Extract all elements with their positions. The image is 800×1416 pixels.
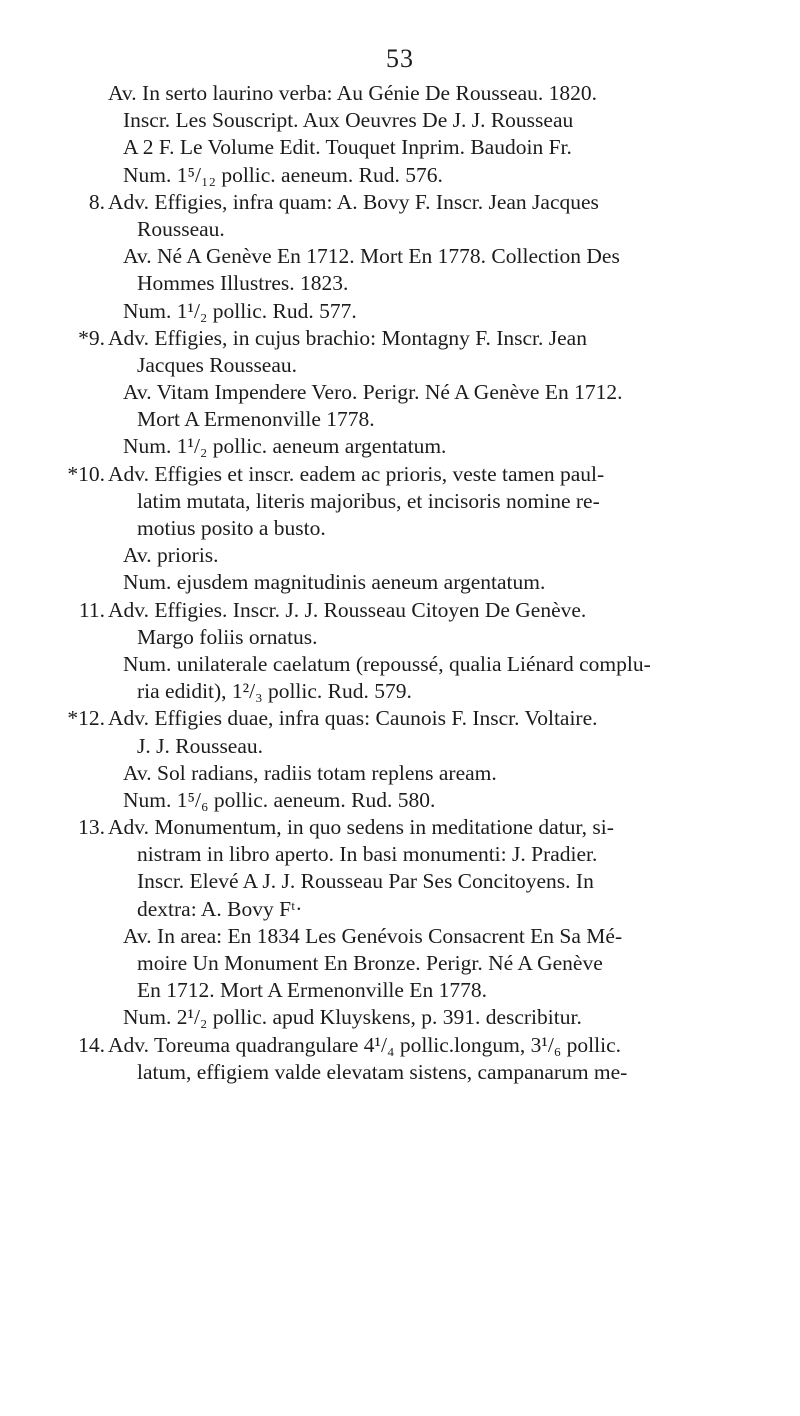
entry-text: Av. Vitam Impendere Vero. Perigr. Né A Genève En 1712. [123, 380, 623, 405]
entry-text: Mort A Ermenonville 1778. [137, 407, 375, 432]
entry-text: Av. Sol radians, radiis totam replens aream. [123, 760, 497, 785]
entry-line [0, 488, 800, 515]
entry-line [0, 542, 800, 569]
page-number: 53 [386, 44, 414, 73]
entry-line [0, 352, 800, 379]
entry-text: Adv. Toreuma quadrangulare 4¹/₄ pollic.longum, 3¹/₆ pollic. [108, 1032, 622, 1057]
entry-text: Inscr. Elevé A J. J. Rousseau Par Ses Concitoyens. In [137, 869, 594, 894]
entry-line [0, 406, 800, 433]
entry-text: Num. ejusdem magnitudinis aeneum argentatum. [123, 570, 546, 595]
entry-text: ria edidit), 1²/₃ pollic. Rud. 579. [137, 679, 412, 704]
entry-line [0, 515, 800, 542]
catalogue-entry [0, 325, 800, 461]
entry-line [0, 1059, 800, 1086]
entry-line [0, 298, 800, 325]
catalogue-entry [0, 461, 800, 597]
entry-text: Num. 1¹/₂ pollic. Rud. 577. [123, 298, 357, 323]
entry-line [0, 950, 800, 977]
entry-number: *9. [78, 325, 105, 350]
entry-line [0, 733, 800, 760]
catalogue-entry [0, 1032, 800, 1086]
entry-text: Adv. Effigies. Inscr. J. J. Rousseau Citoyen De Genève. [108, 597, 587, 622]
entry-text: Num. 1¹/₂ pollic. aeneum argentatum. [123, 434, 447, 459]
entry-line [0, 705, 800, 732]
entry-line [0, 923, 800, 950]
entry-text: Inscr. Les Souscript. Aux Oeuvres De J. J. Rousseau [123, 108, 574, 133]
entry-text: A 2 F. Le Volume Edit. Touquet Inprim. Baudoin Fr. [123, 135, 572, 160]
entry-line [0, 189, 800, 216]
entry-line [0, 134, 800, 161]
entry-number: 13. [78, 815, 105, 840]
entry-text: Adv. Effigies, infra quam: A. Bovy F. Inscr. Jean Jacques [108, 189, 599, 214]
entry-text: Adv. Effigies et inscr. eadem ac prioris, veste tamen paul- [108, 461, 605, 486]
entry-text: Num. 1⁵/₁₂ pollic. aeneum. Rud. 576. [123, 162, 443, 187]
entry-line [0, 868, 800, 895]
entry-line [0, 433, 800, 460]
entry-line [0, 678, 800, 705]
entry-number: 11. [78, 597, 105, 622]
entry-text: Av. prioris. [123, 543, 219, 568]
entry-line [0, 977, 800, 1004]
entry-text: Av. In area: En 1834 Les Genévois Consacrent En Sa Mé- [123, 923, 623, 948]
entry-text: Av. Né A Genève En 1712. Mort En 1778. Collection Des [123, 244, 620, 269]
entry-text: Hommes Illustres. 1823. [137, 271, 349, 296]
entry-text: En 1712. Mort A Ermenonville En 1778. [137, 978, 487, 1003]
catalogue-entry [0, 705, 800, 814]
entry-text: latim mutata, literis majoribus, et incisoris nomine re- [137, 488, 600, 513]
entry-line [0, 270, 800, 297]
entry-line [0, 216, 800, 243]
catalogue-entry [0, 80, 800, 189]
entry-line [0, 80, 800, 107]
entry-text: Adv. Effigies, in cujus brachio: Montagny F. Inscr. Jean [108, 325, 587, 350]
entry-text: Num. 1⁵/₆ pollic. aeneum. Rud. 580. [123, 787, 436, 812]
entry-line [0, 569, 800, 596]
entry-line [0, 379, 800, 406]
entry-text: motius posito a busto. [137, 516, 326, 540]
entry-number: 14. [78, 1032, 105, 1057]
entry-text: Rousseau. [137, 216, 225, 241]
entry-text: Av. In serto laurino verba: Au Génie De Rousseau. 1820. [108, 81, 598, 105]
entry-line [0, 814, 800, 841]
catalogue-entry [0, 189, 800, 325]
entry-line [0, 162, 800, 189]
entry-text: Adv. Effigies duae, infra quas: Caunois F. Inscr. Voltaire. [108, 706, 598, 731]
entry-text: Jacques Rousseau. [137, 352, 298, 377]
entry-line [0, 1032, 800, 1059]
entry-line [0, 325, 800, 352]
entry-line [0, 624, 800, 651]
entry-line [0, 461, 800, 488]
catalogue-entry [0, 597, 800, 706]
entry-text: Adv. Monumentum, in quo sedens in meditatione datur, si- [108, 815, 614, 840]
entry-number: *10. [67, 461, 105, 486]
entry-line [0, 1004, 800, 1031]
entry-line [0, 841, 800, 868]
entry-text: latum, effigiem valde elevatam sistens, campanarum me- [137, 1059, 628, 1084]
entry-text: nistram in libro aperto. In basi monumenti: J. Pradier. [137, 842, 598, 867]
entry-text: Margo foliis ornatus. [137, 624, 318, 649]
entry-line [0, 107, 800, 134]
catalogue-entry [0, 814, 800, 1032]
entry-text: moire Un Monument En Bronze. Perigr. Né A Genève [137, 951, 603, 975]
entry-line [0, 896, 800, 923]
entry-text: Num. 2¹/₂ pollic. apud Kluyskens, p. 391. describitur. [123, 1005, 582, 1030]
entry-text: Num. unilaterale caelatum (repoussé, qualia Liénard complu- [123, 651, 651, 676]
entry-line [0, 597, 800, 624]
entry-number: 8. [88, 189, 105, 214]
entry-number: *12. [67, 706, 105, 731]
catalogue-entries [0, 80, 800, 1086]
entry-line [0, 651, 800, 678]
entry-text: J. J. Rousseau. [137, 733, 264, 758]
entry-text: dextra: A. Bovy Fᵗ· [137, 896, 303, 921]
entry-line [0, 243, 800, 270]
entry-line [0, 787, 800, 814]
entry-line [0, 760, 800, 787]
